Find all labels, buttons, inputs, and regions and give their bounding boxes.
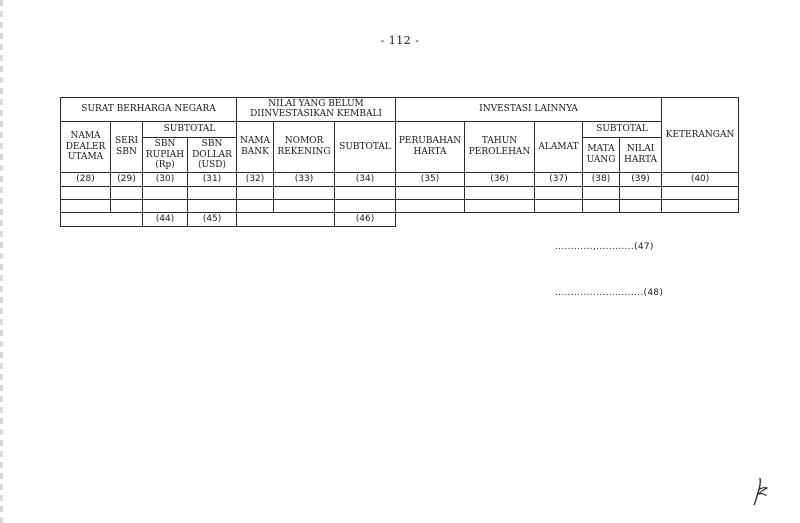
table-cell[interactable] (662, 199, 739, 212)
header-mata-uang: MATA UANG (583, 137, 620, 172)
table-cell[interactable] (620, 199, 662, 212)
header-nama-bank: NAMA BANK (237, 121, 274, 172)
header-alamat: ALAMAT (535, 121, 583, 172)
table-cell[interactable] (143, 199, 188, 212)
total-row (61, 212, 739, 226)
scan-edge (0, 0, 3, 523)
column-number: (28) (61, 172, 111, 186)
table-cell[interactable] (583, 199, 620, 212)
header-nama-dealer: NAMA DEALER UTAMA (61, 121, 111, 172)
header-sbn-dollar: SBN DOLLAR (USD) (188, 137, 237, 172)
total-sbn-dollar: (45) (188, 212, 237, 226)
table-row (61, 186, 739, 199)
column-number: (36) (465, 172, 535, 186)
signatory-name-line: ............................(48) (555, 288, 664, 298)
table-cell[interactable] (662, 186, 739, 199)
table-cell[interactable] (61, 199, 111, 212)
table-cell[interactable] (237, 186, 274, 199)
group-header-sbn: SURAT BERHARGA NEGARA (61, 98, 237, 122)
table-cell[interactable] (396, 186, 465, 199)
header-sbn-rupiah: SBN RUPIAH (Rp) (143, 137, 188, 172)
column-number: (35) (396, 172, 465, 186)
table-cell[interactable] (61, 186, 111, 199)
column-number: (38) (583, 172, 620, 186)
table-cell[interactable] (465, 199, 535, 212)
total-nilai-subtotal: (46) (335, 212, 396, 226)
column-number: (29) (111, 172, 143, 186)
table-cell[interactable] (188, 186, 237, 199)
column-number: (34) (335, 172, 396, 186)
header-nomor-rekening: NOMOR REKENING (274, 121, 335, 172)
group-header-nilai: NILAI YANG BELUM DIINVESTASIKAN KEMBALI (237, 98, 396, 122)
table-cell[interactable] (237, 199, 274, 212)
table-cell[interactable] (111, 186, 143, 199)
header-keterangan: KETERANGAN (662, 98, 739, 173)
page-number: - 112 - (380, 34, 420, 47)
table-cell[interactable] (620, 186, 662, 199)
column-number: (31) (188, 172, 237, 186)
header-subtotal-sbn: SUBTOTAL (143, 121, 237, 137)
report-table (60, 97, 739, 227)
header-subtotal-nilai: SUBTOTAL (335, 121, 396, 172)
table-cell[interactable] (111, 199, 143, 212)
column-number: (33) (274, 172, 335, 186)
table-cell[interactable] (465, 186, 535, 199)
column-number: (40) (662, 172, 739, 186)
column-number: (32) (237, 172, 274, 186)
header-perubahan-harta: PERUBAHAN HARTA (396, 121, 465, 172)
table-cell[interactable] (335, 186, 396, 199)
table-cell[interactable] (143, 186, 188, 199)
place-date-line: ............,............(47) (555, 242, 654, 252)
total-cell-empty (396, 212, 739, 226)
column-number: (30) (143, 172, 188, 186)
table-cell[interactable] (274, 186, 335, 199)
total-cell-empty (61, 212, 143, 226)
table-cell[interactable] (535, 186, 583, 199)
total-sbn-rupiah: (44) (143, 212, 188, 226)
table-cell[interactable] (274, 199, 335, 212)
header-tahun-perolehan: TAHUN PEROLEHAN (465, 121, 535, 172)
table-cell[interactable] (396, 199, 465, 212)
header-subtotal-investasi: SUBTOTAL (583, 121, 662, 137)
table-cell[interactable] (583, 186, 620, 199)
table-cell[interactable] (335, 199, 396, 212)
column-number-row (61, 172, 739, 186)
column-number: (39) (620, 172, 662, 186)
total-cell-empty (237, 212, 335, 226)
table-row (61, 199, 739, 212)
group-header-investasi: INVESTASI LAINNYA (396, 98, 662, 122)
initial-mark-icon (752, 476, 772, 506)
column-number: (37) (535, 172, 583, 186)
header-nilai-harta: NILAI HARTA (620, 137, 662, 172)
table-cell[interactable] (188, 199, 237, 212)
table-cell[interactable] (535, 199, 583, 212)
header-seri-sbn: SERI SBN (111, 121, 143, 172)
